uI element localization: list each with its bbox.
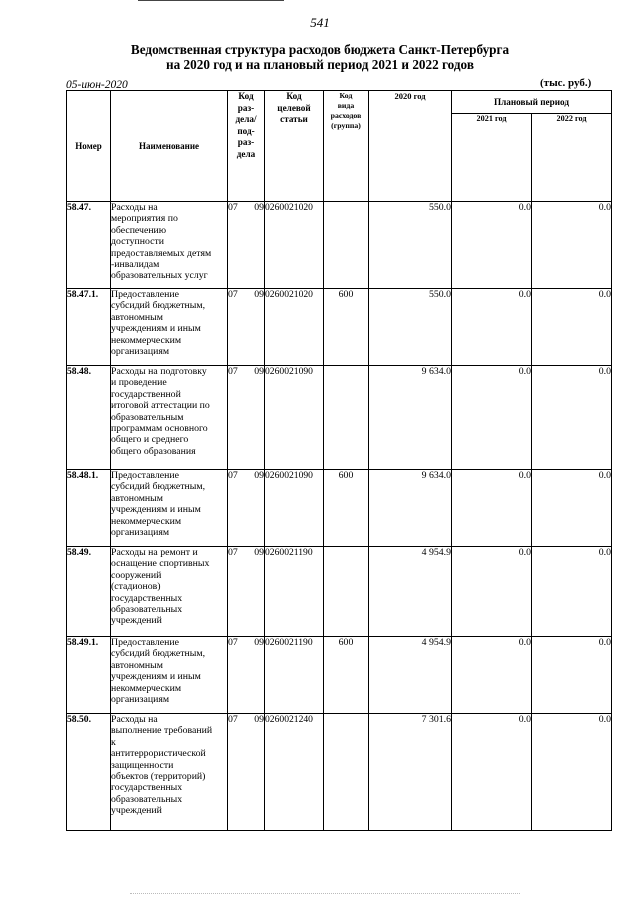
page-number: 541: [310, 15, 330, 30]
footer-rule: [130, 893, 520, 900]
row-podrazdel-code: 09: [254, 202, 264, 213]
row-number: 58.50.: [67, 714, 111, 831]
row-name-line: государственных: [111, 592, 183, 604]
row-vid: [324, 714, 369, 831]
units-label: (тыс. руб.): [540, 77, 592, 89]
row-podrazdel-code: 09: [254, 289, 264, 300]
header-razdel: Код раз- дела/ под- раз- дела: [228, 91, 265, 202]
row-name-line: образовательных: [111, 793, 183, 805]
row-name-line: доступности: [111, 236, 165, 248]
row-name-line: некоммерческим: [111, 515, 182, 527]
row-cel: 0260021090: [265, 366, 324, 470]
row-name-line: субсидий бюджетным,: [111, 481, 206, 493]
row-name: [111, 547, 228, 637]
row-2020: 4 954.9: [369, 637, 452, 714]
row-2020: 9 634.0: [369, 470, 452, 547]
row-2021: 0.0: [452, 470, 532, 547]
row-name-line: организациям: [111, 694, 170, 706]
row-name-line: субсидий бюджетным,: [111, 300, 206, 312]
row-name-line: (стадионов): [111, 581, 161, 593]
title-line-2: на 2020 год и на плановый период 2021 и 2022 годов: [166, 57, 474, 72]
row-name-line: антитеррористической: [111, 748, 206, 760]
table-row: [67, 637, 612, 714]
row-number: 58.49.1.: [67, 637, 111, 714]
row-razdel-code: 07: [228, 366, 238, 377]
row-2021: 0.0: [452, 547, 532, 637]
row-name-line: итоговой аттестации по: [111, 400, 210, 412]
row-vid: 600: [324, 637, 369, 714]
row-2020: 550.0: [369, 202, 452, 289]
header-vid: Код вида расходов (группа): [324, 91, 369, 202]
row-vid: [324, 547, 369, 637]
row-razdel-code: 07: [228, 470, 238, 481]
row-cel: 0260021240: [265, 714, 324, 831]
header-naimenovanie: Наименование: [111, 91, 228, 202]
row-razdel: [228, 637, 265, 714]
row-name-line: к: [111, 736, 116, 748]
row-name-line: и проведение: [111, 377, 167, 389]
table-row: [67, 470, 612, 547]
row-name-line: государственных: [111, 782, 183, 794]
row-2021: 0.0: [452, 637, 532, 714]
row-cel: 0260021020: [265, 289, 324, 366]
table-row: [67, 547, 612, 637]
row-name: [111, 470, 228, 547]
row-name-line: Расходы на ремонт и: [111, 547, 198, 558]
row-name-line: общего образования: [111, 445, 196, 457]
row-name-line: обеспечению: [111, 224, 167, 236]
row-name-line: предоставляемых детям: [111, 247, 212, 259]
row-name-line: Расходы на: [111, 714, 158, 725]
row-name-line: субсидий бюджетным,: [111, 648, 206, 660]
row-cel: 0260021190: [265, 637, 324, 714]
row-2022: 0.0: [532, 637, 612, 714]
row-2022: 0.0: [532, 202, 612, 289]
row-name-line: выполнение требований: [111, 725, 213, 737]
row-vid: [324, 202, 369, 289]
row-name-line: программам основного: [111, 423, 208, 435]
row-razdel: [228, 202, 265, 289]
row-name-line: учреждениям и иным: [111, 323, 201, 335]
row-name-line: учреждений: [111, 805, 162, 817]
row-2021: 0.0: [452, 289, 532, 366]
header-2021: 2021 год: [452, 114, 532, 202]
row-2020: 7 301.6: [369, 714, 452, 831]
row-name-line: образовательных: [111, 604, 183, 616]
header-2020: 2020 год: [369, 91, 452, 202]
row-name: [111, 289, 228, 366]
table-row: [67, 714, 612, 831]
row-vid: 600: [324, 470, 369, 547]
row-cel: 0260021190: [265, 547, 324, 637]
row-number: 58.48.1.: [67, 470, 111, 547]
row-name-line: учреждениям и иным: [111, 504, 201, 516]
row-razdel-code: 07: [228, 714, 238, 725]
row-razdel-code: 07: [228, 202, 238, 213]
row-podrazdel-code: 09: [254, 547, 264, 558]
row-2021: 0.0: [452, 714, 532, 831]
row-2021: 0.0: [452, 202, 532, 289]
row-name-line: Предоставление: [111, 637, 179, 648]
row-name: [111, 637, 228, 714]
row-number: 58.47.: [67, 202, 111, 289]
row-razdel-code: 07: [228, 289, 238, 300]
row-razdel: [228, 547, 265, 637]
row-number: 58.48.: [67, 366, 111, 470]
row-name-line: мероприятия по: [111, 213, 178, 225]
row-razdel: [228, 289, 265, 366]
row-name-line: автономным: [111, 492, 163, 504]
row-2020: 9 634.0: [369, 366, 452, 470]
document-date: 05-июн-2020: [66, 79, 128, 91]
row-name: [111, 202, 228, 289]
row-name-line: образовательных услуг: [111, 270, 208, 282]
table-row: [67, 202, 612, 289]
table-row: [67, 289, 612, 366]
document-title: [0, 42, 640, 72]
row-razdel: [228, 470, 265, 547]
budget-table: [66, 90, 612, 831]
row-name-line: учреждениям и иным: [111, 671, 201, 683]
row-cel: 0260021090: [265, 470, 324, 547]
row-podrazdel-code: 09: [254, 366, 264, 377]
row-name-line: -инвалидам: [111, 259, 160, 271]
row-name-line: государственной: [111, 388, 181, 400]
row-name-line: Расходы на: [111, 202, 158, 213]
row-2022: 0.0: [532, 470, 612, 547]
row-name-line: образовательным: [111, 411, 184, 423]
row-name-line: защищенности: [111, 759, 174, 771]
row-name-line: автономным: [111, 659, 163, 671]
top-rule: [138, 0, 284, 1]
row-name-line: оснащение спортивных: [111, 558, 210, 570]
row-name-line: учреждений: [111, 615, 162, 627]
row-name-line: организациям: [111, 527, 170, 539]
row-name-line: организациям: [111, 346, 170, 358]
row-podrazdel-code: 09: [254, 470, 264, 481]
row-vid: [324, 366, 369, 470]
row-podrazdel-code: 09: [254, 637, 264, 648]
row-name-line: Предоставление: [111, 289, 179, 300]
row-razdel-code: 07: [228, 547, 238, 558]
row-razdel: [228, 366, 265, 470]
row-2022: 0.0: [532, 547, 612, 637]
row-2022: 0.0: [532, 714, 612, 831]
row-name-line: объектов (территорий): [111, 771, 206, 783]
row-razdel: [228, 714, 265, 831]
row-number: 58.49.: [67, 547, 111, 637]
header-nomer: Номер: [67, 91, 111, 202]
row-2022: 0.0: [532, 289, 612, 366]
row-name-line: Расходы на подготовку: [111, 366, 207, 377]
row-name-line: некоммерческим: [111, 334, 182, 346]
header-2022: 2022 год: [532, 114, 612, 202]
row-name-line: сооружений: [111, 569, 162, 581]
row-2020: 4 954.9: [369, 547, 452, 637]
row-name: [111, 714, 228, 831]
row-vid: 600: [324, 289, 369, 366]
row-name-line: общего и среднего: [111, 434, 189, 446]
row-name-line: некоммерческим: [111, 682, 182, 694]
table-row: [67, 366, 612, 470]
title-line-1: Ведомственная структура расходов бюджета Санкт-Петербурга: [130, 42, 510, 57]
row-podrazdel-code: 09: [254, 714, 264, 725]
header-celevoi: Код целевой статьи: [265, 91, 324, 202]
row-2020: 550.0: [369, 289, 452, 366]
row-name-line: автономным: [111, 311, 163, 323]
row-cel: 0260021020: [265, 202, 324, 289]
row-number: 58.47.1.: [67, 289, 111, 366]
header-plan: Плановый период: [452, 91, 612, 114]
row-razdel-code: 07: [228, 637, 238, 648]
row-2022: 0.0: [532, 366, 612, 470]
row-name: [111, 366, 228, 470]
row-2021: 0.0: [452, 366, 532, 470]
row-name-line: Предоставление: [111, 470, 179, 481]
